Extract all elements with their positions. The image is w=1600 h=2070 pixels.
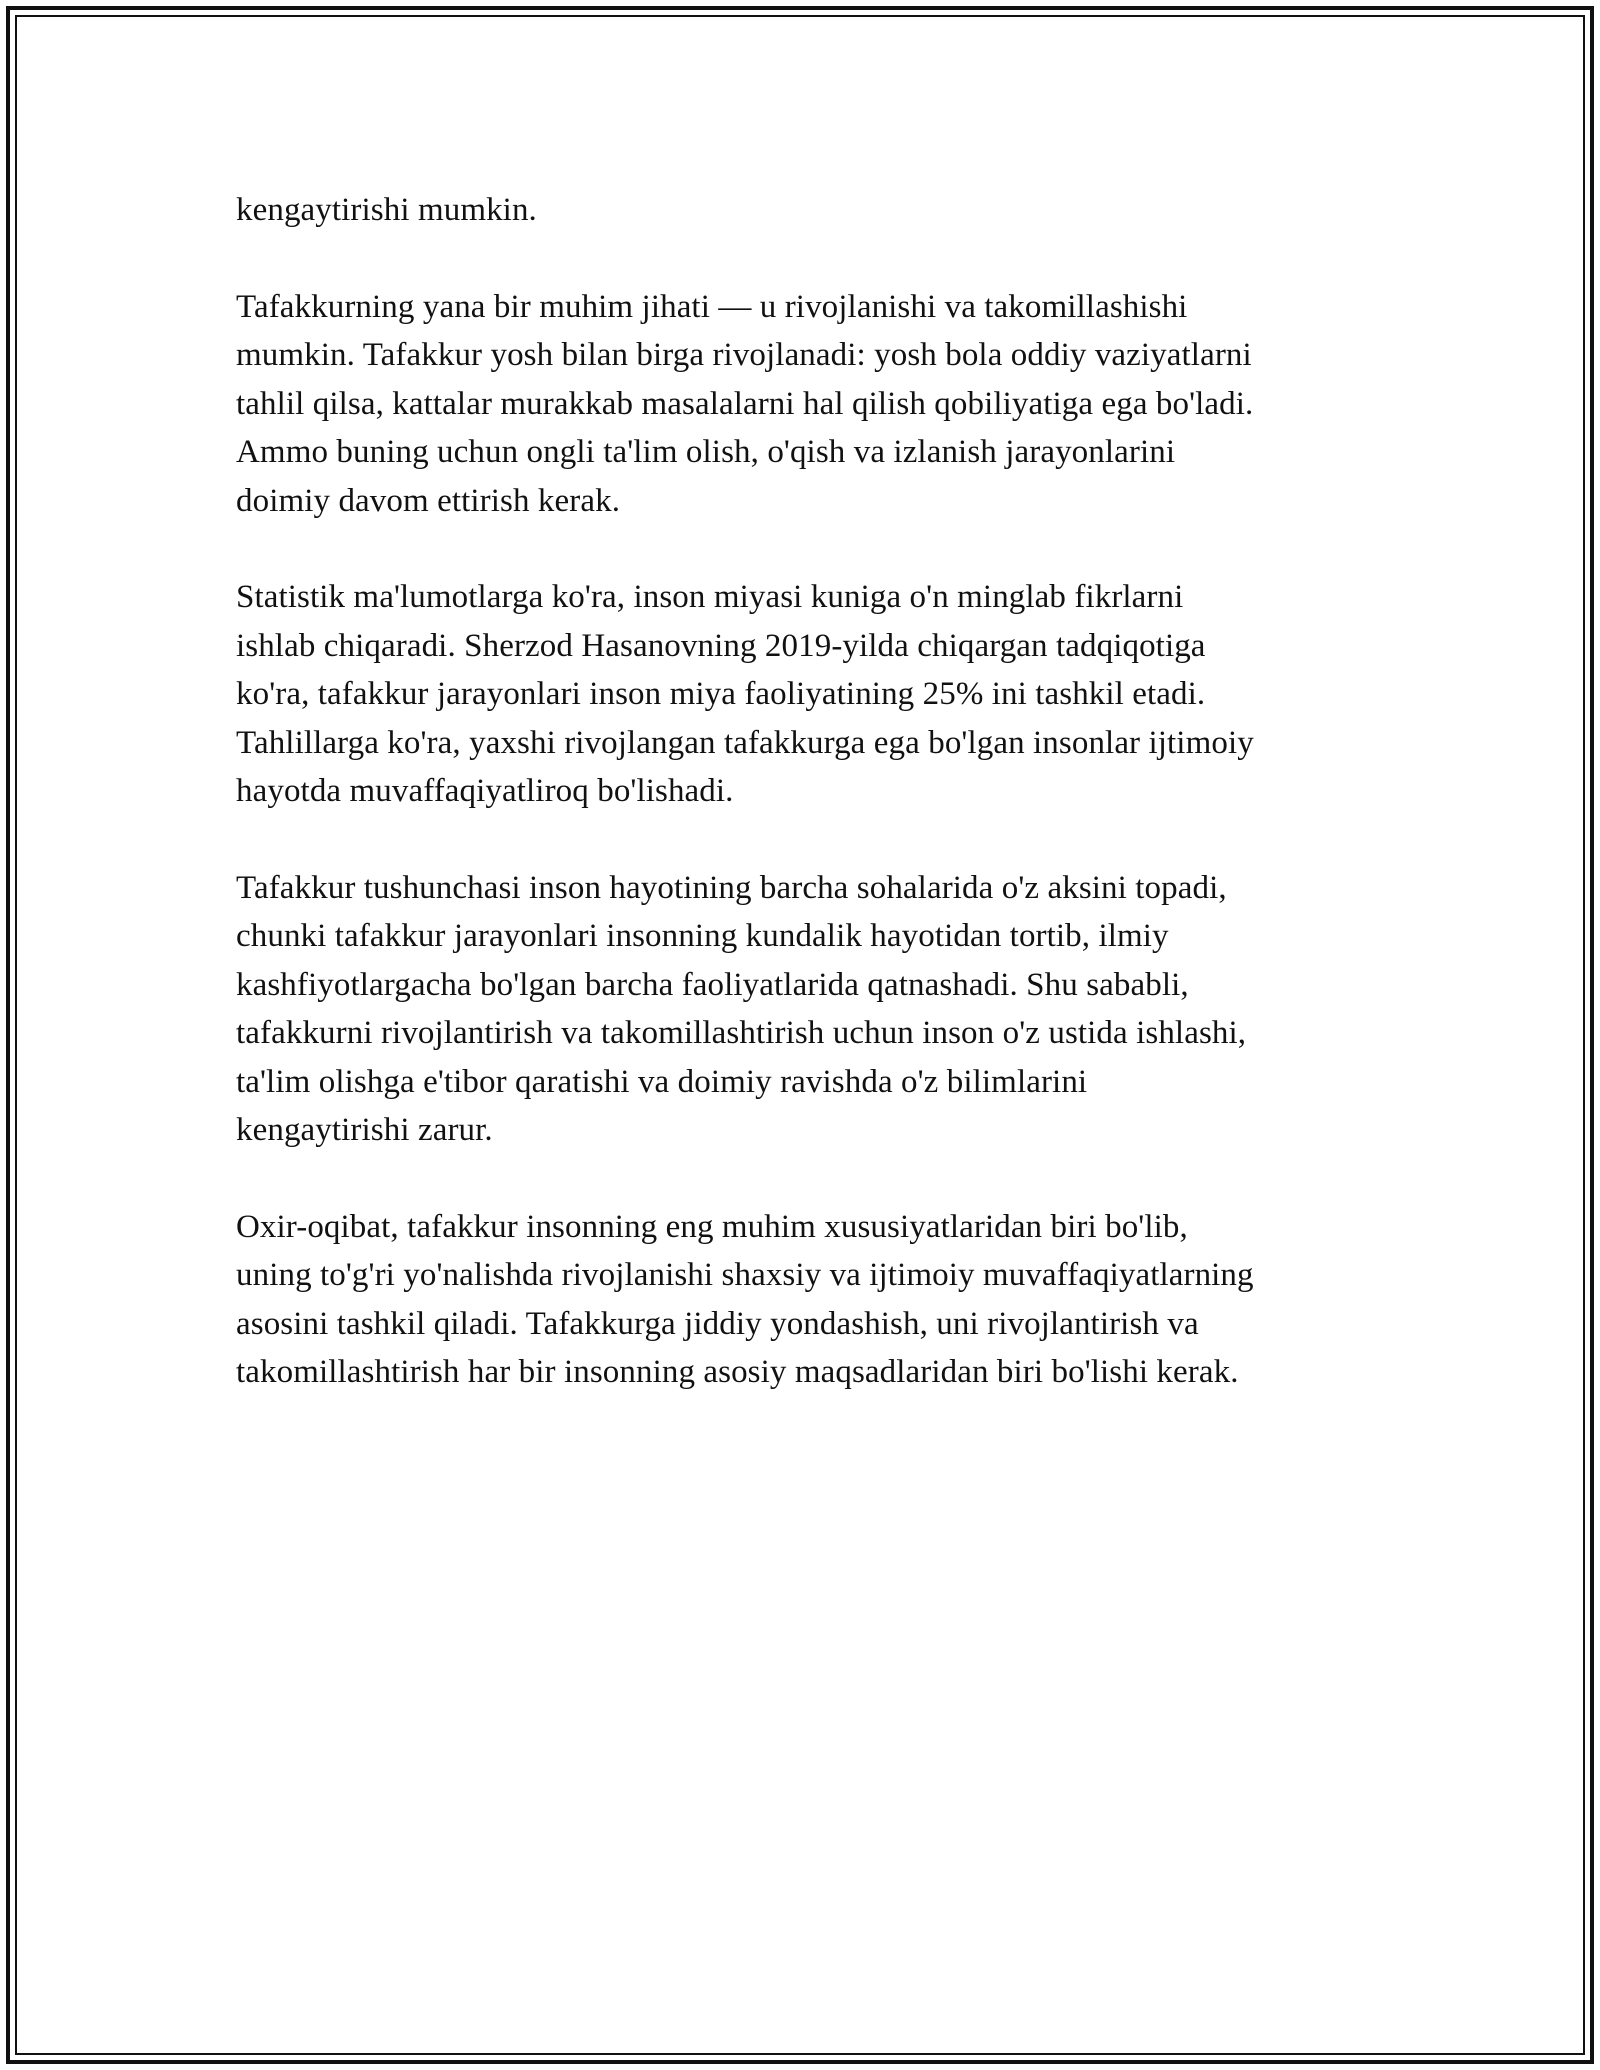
text-line: tafakkurni rivojlantirish va takomillashtirish uchun inson o'z ustida ishlashi, bbox=[236, 1015, 1247, 1051]
text-line: Statistik ma'lumotlarga ko'ra, inson miyasi kuniga o'n minglab fikrlarni bbox=[236, 579, 1184, 615]
paragraph-5 bbox=[236, 1203, 1376, 1397]
text-line: Ammo buning uchun ongli ta'lim olish, o'qish va izlanish jarayonlarini bbox=[236, 434, 1176, 470]
text-line: kengaytirishi zarur. bbox=[236, 1112, 493, 1148]
text-line: Tafakkurning yana bir muhim jihati — u rivojlanishi va takomillashishi bbox=[236, 288, 1188, 325]
text-line: uning to'g'ri yo'nalishda rivojlanishi shaxsiy va ijtimoiy muvaffaqiyatlarning bbox=[236, 1257, 1254, 1293]
document-body bbox=[236, 186, 1376, 1445]
text-line: takomillashtirish har bir insonning asosiy maqsadlaridan biri bo'lishi kerak. bbox=[236, 1354, 1239, 1390]
paragraph-2 bbox=[236, 283, 1376, 526]
text-line: kashfiyotlargacha bo'lgan barcha faoliyatlarida qatnashadi. Shu sababli, bbox=[236, 966, 1189, 1003]
text-line: Tafakkur tushunchasi inson hayotining barcha sohalarida o'z aksini topadi, bbox=[236, 869, 1227, 906]
text-line: doimiy davom ettirish kerak. bbox=[236, 482, 621, 519]
text-line: ishlab chiqaradi. Sherzod Hasanovning 2019-yilda chiqargan tadqiqotiga bbox=[236, 627, 1206, 664]
text-line: chunki tafakkur jarayonlari insonning kundalik hayotidan tortib, ilmiy bbox=[236, 918, 1169, 954]
text-line: tahlil qilsa, kattalar murakkab masalalarni hal qilish qobiliyatiga ega bo'ladi. bbox=[236, 385, 1254, 422]
text-line: hayotda muvaffaqiyatliroq bo'lishadi. bbox=[236, 773, 734, 809]
text-line: kengaytirishi mumkin. bbox=[236, 192, 537, 228]
paragraph-3 bbox=[236, 573, 1376, 816]
text-line: ko'ra, tafakkur jarayonlari inson miya faoliyatining 25% ini tashkil etadi. bbox=[236, 676, 1206, 712]
paragraph-4 bbox=[236, 864, 1376, 1155]
text-line: Tahlillarga ko'ra, yaxshi rivojlangan tafakkurga ega bo'lgan insonlar ijtimoiy bbox=[236, 724, 1254, 761]
text-line: ta'lim olishga e'tibor qaratishi va doimiy ravishda o'z bilimlarini bbox=[236, 1063, 1088, 1100]
paragraph-1 bbox=[236, 186, 1376, 235]
text-line: Oxir-oqibat, tafakkur insonning eng muhim xususiyatlaridan biri bo'lib, bbox=[236, 1208, 1188, 1245]
text-line: mumkin. Tafakkur yosh bilan birga rivojlanadi: yosh bola oddiy vaziyatlarni bbox=[236, 337, 1252, 373]
text-line: asosini tashkil qiladi. Tafakkurga jiddiy yondashish, uni rivojlantirish va bbox=[236, 1305, 1199, 1342]
